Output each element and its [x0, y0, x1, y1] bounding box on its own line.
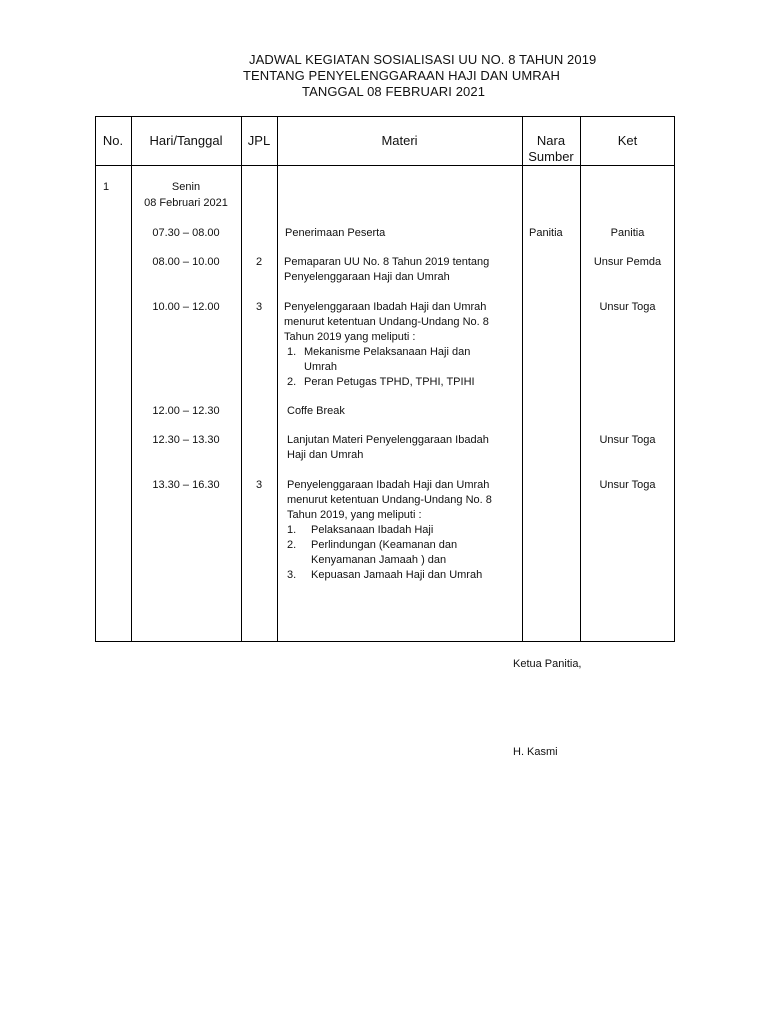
session-materi [287, 478, 520, 583]
column-divider [241, 116, 242, 642]
session-ket: Panitia [610, 227, 645, 239]
materi-line: Tahun 2019, yang meliputi : [287, 509, 422, 521]
header-jpl: JPL [247, 133, 271, 148]
materi-list [284, 345, 520, 390]
list-number: 1. [287, 346, 297, 358]
materi-line: Tahun 2019 yang meliputi : [284, 331, 416, 343]
list-item [284, 375, 520, 390]
session-time: 07.30 – 08.00 [152, 227, 220, 239]
session-jpl: 2 [255, 256, 263, 268]
materi-line: Penyelenggaraan Ibadah Haji dan Umrah [287, 479, 490, 491]
list-item-text: Mekanisme Pelaksanaan Haji dan [304, 346, 471, 358]
materi-line: Penyelenggaraan Haji dan Umrah [284, 271, 450, 283]
list-item [287, 538, 520, 568]
session-ket: Unsur Toga [599, 479, 656, 491]
column-divider [522, 116, 523, 642]
header-no: No. [102, 133, 124, 148]
session-jpl: 3 [255, 479, 263, 491]
header-ket: Ket [617, 133, 638, 148]
session-materi: Penerimaan Peserta [285, 227, 386, 239]
list-number: 2. [287, 376, 297, 388]
session-ket: Unsur Toga [599, 301, 656, 313]
session-ket: Unsur Toga [599, 434, 656, 446]
list-number: 3. [287, 569, 297, 581]
header-materi: Materi [381, 133, 418, 148]
materi-line: Penyelenggaraan Ibadah Haji dan Umrah [284, 301, 487, 313]
materi-line: Lanjutan Materi Penyelenggaraan Ibadah [287, 434, 489, 446]
list-item-text: Pelaksanaan Ibadah Haji [311, 524, 434, 536]
document-title-line-3: TANGGAL 08 FEBRUARI 2021 [302, 84, 486, 99]
day-label: Senin [171, 181, 201, 193]
header-divider [95, 165, 675, 166]
signature-role: Ketua Panitia, [513, 658, 582, 670]
session-materi: Coffe Break [287, 405, 345, 417]
date-label: 08 Februari 2021 [144, 197, 228, 209]
session-time: 10.00 – 12.00 [152, 301, 220, 313]
header-hari-tanggal: Hari/Tanggal [149, 133, 223, 148]
materi-line: menurut ketentuan Undang-Undang No. 8 [284, 316, 489, 328]
session-time: 13.30 – 16.30 [152, 479, 220, 491]
session-materi [284, 255, 489, 285]
session-jpl: 3 [255, 301, 263, 313]
list-item-text: Perlindungan (Keamanan dan [311, 539, 458, 551]
list-number: 1. [287, 524, 297, 536]
session-time: 12.30 – 13.30 [152, 434, 220, 446]
materi-line: Haji dan Umrah [287, 449, 364, 461]
materi-list [287, 523, 520, 583]
list-item [287, 523, 520, 538]
session-materi [287, 433, 489, 463]
list-item [284, 345, 520, 375]
list-number: 2. [287, 539, 297, 551]
session-nara-sumber: Panitia [529, 227, 563, 239]
header-nara-sumber-line2: Sumber [528, 149, 574, 164]
session-ket: Unsur Pemda [593, 256, 662, 268]
signature-name: H. Kasmi [513, 746, 558, 758]
list-item-text: Kepuasan Jamaah Haji dan Umrah [311, 569, 483, 581]
list-item-text: Peran Petugas TPHD, TPHI, TPIHI [304, 376, 475, 388]
column-divider [580, 116, 581, 642]
list-item-text: Kenyamanan Jamaah ) dan [311, 554, 447, 566]
document-title-line-2: TENTANG PENYELENGGARAAN HAJI DAN UMRAH [243, 68, 561, 83]
materi-line: Pemaparan UU No. 8 Tahun 2019 tentang [284, 256, 490, 268]
row-number: 1 [103, 181, 110, 193]
session-time: 08.00 – 10.00 [152, 256, 220, 268]
list-item-text: Umrah [304, 361, 338, 373]
column-divider [277, 116, 278, 642]
list-item [287, 568, 520, 583]
session-time: 12.00 – 12.30 [152, 405, 220, 417]
header-nara-sumber-line1: Nara [536, 133, 566, 148]
session-materi [284, 300, 520, 390]
materi-line: menurut ketentuan Undang-Undang No. 8 [287, 494, 492, 506]
document-title-line-1: JADWAL KEGIATAN SOSIALISASI UU NO. 8 TAHUN 2019 [249, 52, 597, 67]
